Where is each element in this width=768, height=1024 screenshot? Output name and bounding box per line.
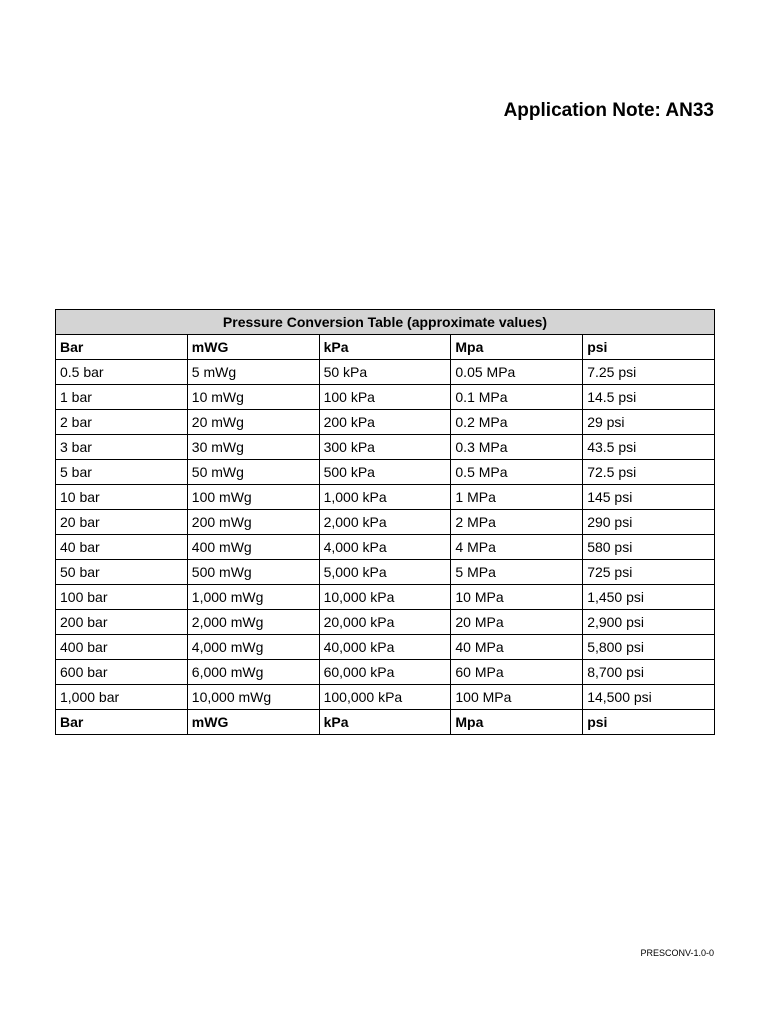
- table-cell-mwg: 5 mWg: [187, 360, 319, 385]
- table-row: [56, 685, 715, 710]
- table-cell-mwg: 400 mWg: [187, 535, 319, 560]
- table-cell-psi: 14.5 psi: [583, 385, 715, 410]
- table-row: [56, 610, 715, 635]
- table-cell-psi: 14,500 psi: [583, 685, 715, 710]
- table-cell-mpa: 2 MPa: [451, 510, 583, 535]
- table-header-cell-psi: psi: [583, 335, 715, 360]
- table-cell-mwg: 4,000 mWg: [187, 635, 319, 660]
- table-cell-bar: 3 bar: [56, 435, 188, 460]
- table-cell-psi: 1,450 psi: [583, 585, 715, 610]
- table-cell-psi: 29 psi: [583, 410, 715, 435]
- table-cell-bar: 1 bar: [56, 385, 188, 410]
- table-cell-mpa: 1 MPa: [451, 485, 583, 510]
- table-cell-mwg: 30 mWg: [187, 435, 319, 460]
- table-footer-cell-mwg: mWG: [187, 710, 319, 735]
- table-cell-bar: 100 bar: [56, 585, 188, 610]
- table-cell-mwg: 100 mWg: [187, 485, 319, 510]
- table-cell-kpa: 5,000 kPa: [319, 560, 451, 585]
- table-cell-bar: 5 bar: [56, 460, 188, 485]
- table-header-cell-mpa: Mpa: [451, 335, 583, 360]
- table-cell-psi: 5,800 psi: [583, 635, 715, 660]
- table-cell-kpa: 60,000 kPa: [319, 660, 451, 685]
- table-cell-kpa: 40,000 kPa: [319, 635, 451, 660]
- table-cell-bar: 2 bar: [56, 410, 188, 435]
- table-cell-mpa: 5 MPa: [451, 560, 583, 585]
- table-cell-bar: 200 bar: [56, 610, 188, 635]
- table-row: [56, 435, 715, 460]
- table-row: [56, 410, 715, 435]
- table-cell-bar: 20 bar: [56, 510, 188, 535]
- table-cell-mpa: 4 MPa: [451, 535, 583, 560]
- table-cell-mpa: 0.2 MPa: [451, 410, 583, 435]
- table-row: [56, 660, 715, 685]
- table-cell-psi: 2,900 psi: [583, 610, 715, 635]
- table-footer-row: [56, 710, 715, 735]
- page-title: Application Note: AN33: [503, 100, 714, 121]
- table-cell-kpa: 1,000 kPa: [319, 485, 451, 510]
- table-cell-mpa: 0.05 MPa: [451, 360, 583, 385]
- table-cell-bar: 10 bar: [56, 485, 188, 510]
- table-footer-cell-kpa: kPa: [319, 710, 451, 735]
- table-footer-cell-mpa: Mpa: [451, 710, 583, 735]
- table-cell-mpa: 20 MPa: [451, 610, 583, 635]
- table-row: [56, 360, 715, 385]
- table-cell-mpa: 0.1 MPa: [451, 385, 583, 410]
- table-cell-kpa: 500 kPa: [319, 460, 451, 485]
- table-cell-kpa: 4,000 kPa: [319, 535, 451, 560]
- table-cell-mwg: 10,000 mWg: [187, 685, 319, 710]
- table-cell-mpa: 0.5 MPa: [451, 460, 583, 485]
- table-cell-kpa: 200 kPa: [319, 410, 451, 435]
- table-cell-mwg: 200 mWg: [187, 510, 319, 535]
- table-cell-mwg: 20 mWg: [187, 410, 319, 435]
- table-cell-psi: 43.5 psi: [583, 435, 715, 460]
- table-header-cell-bar: Bar: [56, 335, 188, 360]
- table-cell-kpa: 10,000 kPa: [319, 585, 451, 610]
- table-cell-psi: 72.5 psi: [583, 460, 715, 485]
- table-cell-mwg: 500 mWg: [187, 560, 319, 585]
- table-cell-bar: 0.5 bar: [56, 360, 188, 385]
- table-header-cell-mwg: mWG: [187, 335, 319, 360]
- table-cell-kpa: 300 kPa: [319, 435, 451, 460]
- table-row: [56, 385, 715, 410]
- table-cell-mpa: 40 MPa: [451, 635, 583, 660]
- pressure-conversion-table: [55, 309, 715, 735]
- table-cell-psi: 290 psi: [583, 510, 715, 535]
- table-cell-mpa: 60 MPa: [451, 660, 583, 685]
- table-cell-mwg: 50 mWg: [187, 460, 319, 485]
- table-row: [56, 510, 715, 535]
- table-cell-psi: 145 psi: [583, 485, 715, 510]
- table-cell-bar: 400 bar: [56, 635, 188, 660]
- table-caption-row: [56, 310, 715, 335]
- table-cell-mpa: 100 MPa: [451, 685, 583, 710]
- table-row: [56, 460, 715, 485]
- table-cell-bar: 40 bar: [56, 535, 188, 560]
- table-cell-kpa: 100 kPa: [319, 385, 451, 410]
- table-footer-cell-bar: Bar: [56, 710, 188, 735]
- table-cell-psi: 8,700 psi: [583, 660, 715, 685]
- table-cell-psi: 7.25 psi: [583, 360, 715, 385]
- table-caption: Pressure Conversion Table (approximate values): [56, 310, 715, 335]
- table-row: [56, 585, 715, 610]
- table-row: [56, 560, 715, 585]
- table-cell-mwg: 2,000 mWg: [187, 610, 319, 635]
- table-cell-mwg: 10 mWg: [187, 385, 319, 410]
- table-cell-kpa: 100,000 kPa: [319, 685, 451, 710]
- table-cell-kpa: 50 kPa: [319, 360, 451, 385]
- table-cell-kpa: 2,000 kPa: [319, 510, 451, 535]
- document-code: PRESCONV-1.0-0: [640, 948, 714, 958]
- table-row: [56, 485, 715, 510]
- table-cell-bar: 1,000 bar: [56, 685, 188, 710]
- table-cell-bar: 50 bar: [56, 560, 188, 585]
- table-header-cell-kpa: kPa: [319, 335, 451, 360]
- table-cell-mpa: 10 MPa: [451, 585, 583, 610]
- table-header-row: [56, 335, 715, 360]
- table-row: [56, 635, 715, 660]
- table-row: [56, 535, 715, 560]
- table-cell-psi: 580 psi: [583, 535, 715, 560]
- table-cell-mwg: 1,000 mWg: [187, 585, 319, 610]
- table-footer-cell-psi: psi: [583, 710, 715, 735]
- table-cell-mwg: 6,000 mWg: [187, 660, 319, 685]
- table-cell-kpa: 20,000 kPa: [319, 610, 451, 635]
- table-cell-mpa: 0.3 MPa: [451, 435, 583, 460]
- table-cell-bar: 600 bar: [56, 660, 188, 685]
- table-cell-psi: 725 psi: [583, 560, 715, 585]
